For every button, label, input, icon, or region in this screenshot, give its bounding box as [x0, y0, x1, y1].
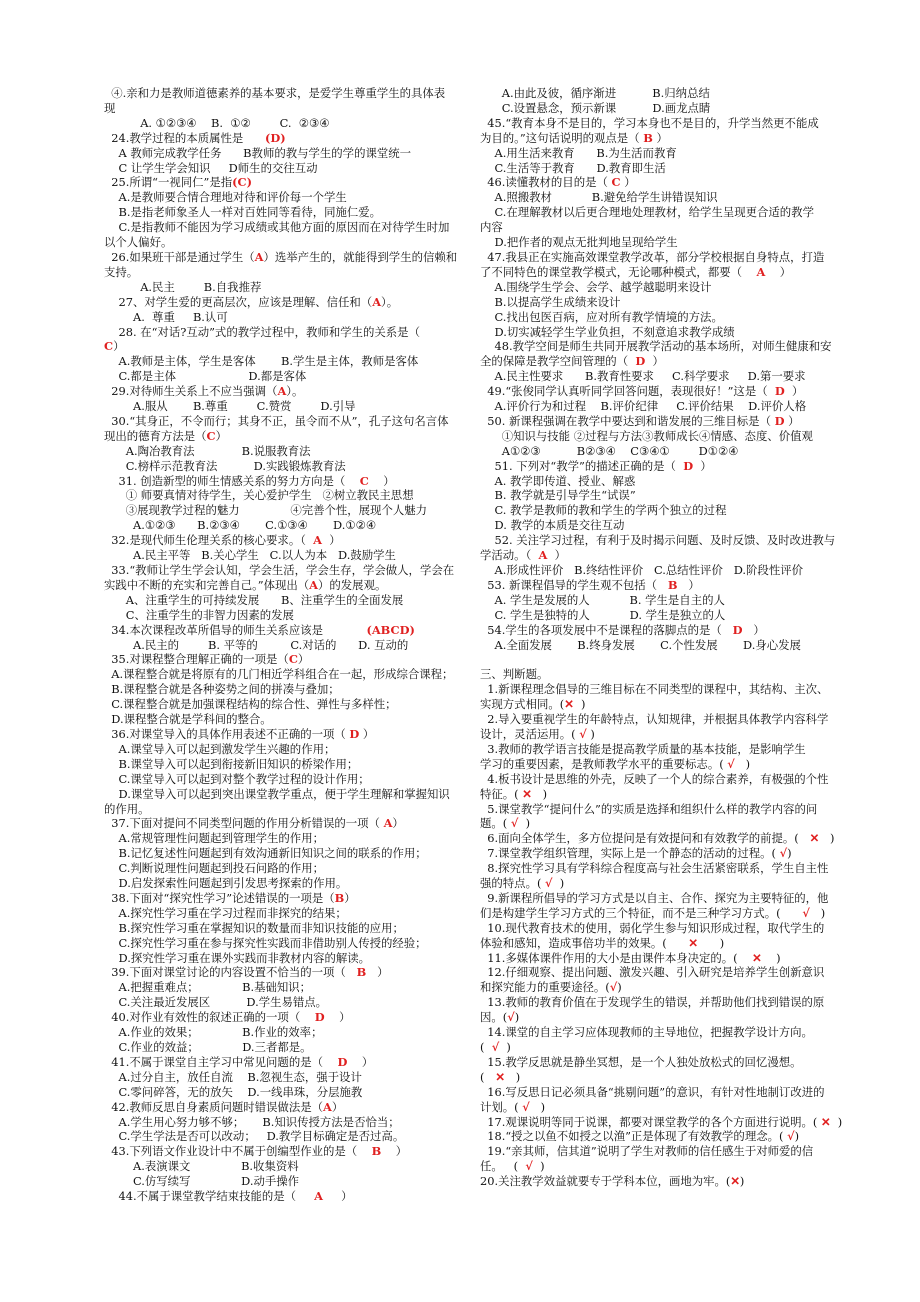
text-line: 36.对课堂导入的具体作用表述不正确的一项（ D ） [104, 726, 375, 741]
text-line: 支持。 [104, 264, 139, 279]
answer-mark: ✕ [495, 1069, 505, 1084]
text-line: 内容 [480, 220, 503, 235]
text-line: 27、对学生爱的更高层次，应该是理解、信任和（A）。 [104, 294, 399, 309]
text-line: 40.对作业有效性的叙述正确的一项（ D ） [104, 1010, 351, 1025]
text-line: D.切实减轻学生学业负担，不刻意追求教学成绩 [480, 324, 735, 339]
text-line: 18.“授之以鱼不如授之以渔”正是体现了有效教学的理念。( √) [480, 1129, 800, 1144]
answer-mark: B [356, 965, 367, 980]
text-line: A.民主 B.自我推荐 [104, 279, 262, 294]
answer-mark: √ [507, 1010, 515, 1025]
text-line: 28. 在“对话?互动”式的教学过程中，教师和学生的关系是（ [104, 324, 420, 339]
text-line: 32.是现代师生伦理关系的核心要求。（ A ） [104, 533, 341, 548]
text-line: 12.仔细观察、提出问题、激发兴趣、引入研究是培养学生创新意识 [480, 965, 825, 980]
answer-mark: A [756, 264, 766, 279]
text-line: 体验和感知，造成事倍功半的效果。( ✕ ) [480, 935, 725, 950]
text-line: 24.教学过程的本质属性是 (D) [104, 130, 286, 145]
answer-mark: (ABCD) [366, 622, 415, 637]
text-line: 39.下面对课堂讨论的内容设置不恰当的一项（ B ） [104, 965, 389, 980]
text-line: 4.板书设计是思维的外壳，反映了一个人的综合素养，有极强的个性 [480, 771, 829, 786]
text-line: 20.关注教学效益就要专于学科本位，画地为牢。(✕) [480, 1174, 745, 1189]
text-line: A.民主平等 B.关心学生 C.以人为本 D.鼓励学生 [104, 548, 396, 563]
text-line: 41.不属于课堂自主学习中常见问题的是（ D ） [104, 1054, 374, 1069]
text-line: ① 师要真情对待学生，关心爱护学生 ②树立教民主思想 [104, 488, 414, 503]
answer-mark: D [683, 458, 694, 473]
answer-mark: √ [802, 905, 810, 920]
text-line: 48.教学空间是师生共同开展教学活动的基本场所，对师生健康和安 [480, 339, 832, 354]
text-line: B.探究性学习重在掌握知识的数量而非知识技能的应用； [104, 920, 404, 935]
text-line: B.以提高学生成绩来设计 [480, 294, 621, 309]
answer-mark: ✕ [688, 935, 698, 950]
text-line: 33.“教师让学生学会认知，学会生活，学会生存，学会做人，学会在 [104, 563, 455, 577]
text-line: 现出的德育方法是（C） [104, 428, 228, 443]
text-line: 51. 下列对“教学”的描述正确的是（ D ） [480, 458, 712, 473]
text-line: B.课堂导入可以起到衔接新旧知识的桥梁作用； [104, 756, 359, 771]
text-line: 49.“张俊同学认真听同学回答问题，表现很好！”这是（ D ） [480, 384, 804, 399]
answer-mark: A [254, 249, 264, 264]
text-line: C.作业的效益； D.三者都是。 [104, 1040, 312, 1054]
answer-mark: A [309, 577, 318, 592]
text-line: C 让学生学会知识 D师生的交往互动 [104, 160, 318, 175]
text-line: C.设置悬念，预示新课 D.画龙点睛 [480, 100, 711, 115]
text-line: C.零问碎答，无的放矢 D.一线串珠，分层施教 [104, 1084, 363, 1099]
text-line: 44.不属于课堂教学结束技能的是（ A ） [104, 1189, 353, 1204]
answer-mark: √ [510, 816, 519, 831]
text-line: 任。 ( √ ) [480, 1159, 545, 1174]
text-line: A.民主的 B. 平等的 C.对话的 D. 互动的 [104, 637, 409, 652]
text-line: 25.所谓“一视同仁”是指(C) [104, 175, 252, 190]
text-line: A.民主性要求 B.教育性要求 C.科学要求 D.第一要求 [480, 369, 806, 384]
text-line: 17.观课说明等同于说课，都要对课堂教学的各个方面进行说明。( ✕ ) [480, 1114, 843, 1129]
text-line: C） [104, 339, 125, 354]
text-line: 13.教师的教育价值在于发现学生的错误，并帮助他们找到错误的原 [480, 995, 825, 1010]
text-line: B.课程整合就是各种姿势之间的拼凑与叠加； [104, 682, 340, 697]
text-line: A.把握重难点； B.基础知识； [104, 980, 312, 995]
text-line: A.过分自主，放任自流 B.忽视生态，强于设计 [104, 1069, 362, 1084]
answer-mark: C [206, 428, 216, 443]
text-line: C.仿写续写 D.动手操作 [104, 1174, 300, 1189]
text-line: 以个人偏好。 [104, 235, 173, 250]
text-line: C. 教学是教师的教和学生的学两个独立的过程 [480, 503, 727, 518]
answer-mark: D [349, 726, 360, 741]
text-line: C.探究性学习重在参与探究性实践而非借助别人传授的经验； [104, 935, 427, 950]
text-line: 因。(√) [480, 1010, 520, 1025]
text-line: 现 [104, 100, 116, 115]
text-line: A.全面发展 B.终身发展 C.个性发展 D.身心发展 [480, 637, 801, 652]
answer-mark: A [323, 1099, 332, 1114]
text-line: 学活动。（ A ） [480, 548, 566, 563]
text-line: 们是构建学生学习方式的三个特征，而不是三种学习方式。( √ ) [480, 905, 826, 920]
answer-mark: (D) [265, 130, 286, 145]
text-line: 9.新课程所倡导的学习方式是以自主、合作、探究为主要特征的，他 [480, 890, 829, 905]
text-line: ①知识与技能 ②过程与方法③教师成长④情感、态度、价值观 [480, 428, 813, 443]
text-line: ③展现教学过程的魅力 ④完善个性，展现个人魅力 [104, 503, 428, 518]
text-line: B.是指老师象圣人一样对百姓同等看待，同施仁爱。 [104, 205, 382, 220]
text-line: 2.导入要重视学生的年龄特点，认知规律，并根据具体教学内容科学 [480, 712, 829, 727]
text-line: 19.“亲其师，信其道”说明了学生对教师的信任感生于对师爱的信 [480, 1144, 814, 1159]
answer-mark: C [359, 473, 369, 488]
text-line: A 教师完成教学任务 B教师的教与学生的学的课堂统一 [104, 145, 412, 160]
text-line: A. 学生是发展的人 B. 学生是自主的人 [480, 592, 725, 607]
text-line: 35.对课程整合理解正确的一项是（C） [104, 652, 310, 667]
text-line: 47.我县正在实施高效课堂教学改革，部分学校根据自身特点，打造 [480, 249, 825, 264]
text-line: 学习的重要因素，是教师教学水平的重要标志。( √ ) [480, 756, 751, 771]
answer-mark: ✕ [564, 697, 574, 712]
answer-mark: ✕ [752, 950, 762, 965]
answer-mark: C [611, 175, 621, 190]
text-line: D. 教学的本质是交往互动 [480, 518, 625, 533]
text-line: 43.下列语文作业设计中不属于创编型作业的是（ B ） [104, 1144, 408, 1159]
text-line: 26.如果班干部是通过学生（A）选举产生的，就能得到学生的信赖和 [104, 249, 458, 264]
answer-mark: A [314, 1189, 324, 1204]
text-line: 和探究能力的重要途径。(√) [480, 980, 622, 995]
answer-mark: (C) [232, 175, 252, 190]
answer-mark: D [635, 354, 646, 369]
text-line: A.形成性评价 B.终结性评价 C.总结性评价 D.阶段性评价 [480, 563, 803, 577]
text-line: B.记忆复述性问题起到有效沟通新旧知识之间的联系的作用； [104, 846, 427, 861]
answer-mark: ✕ [820, 1114, 831, 1129]
answer-mark: √ [579, 726, 587, 741]
answer-mark: B [643, 130, 653, 145]
text-line: 1.新课程理念倡导的三维目标在不同类型的课程中，其结构、主次、 [480, 682, 829, 697]
text-line: 强的特点。( √ ) [480, 876, 565, 891]
text-line: 全的保障是教学空间管理的（ D ） [480, 354, 664, 369]
text-line: 34.本次课程改革所倡导的师生关系应该是 (ABCD) [104, 622, 415, 637]
text-line: A. 教学即传道、授业、解惑 [480, 473, 636, 488]
text-line: 53. 新课程倡导的学生观不包括（ B ） [480, 577, 700, 592]
answer-mark: D [774, 413, 785, 428]
text-line: 45.“教育本身不是目的，学习本身也不是目的，升学当然更不能成 [480, 115, 819, 130]
text-line: A.用生活来教育 B.为生活而教育 [480, 145, 677, 160]
text-line: 31. 创造新型的师生情感关系的努力方向是（ C ） [104, 473, 395, 488]
text-line: A.照搬教材 B.避免给学生讲错误知识 [480, 190, 718, 205]
right-column [480, 86, 850, 1189]
answer-mark: B [667, 577, 678, 592]
answer-mark: D [732, 622, 743, 637]
text-line: A.常规管理性问题起到管理学生的作用； [104, 831, 324, 846]
answer-mark: D [337, 1054, 348, 1069]
text-line: 50. 新课程强调在教学中要达到和谐发展的三维目标是（ D ） [480, 413, 800, 428]
text-line: 6.面向全体学生，多方位提问是有效提问和有效教学的前提。( ✕ ) [480, 831, 835, 846]
answer-mark: √ [779, 846, 788, 861]
answer-mark: √ [609, 980, 618, 995]
text-line: A、注重学生的可持续发展 B、注重学生的全面发展 [104, 592, 404, 607]
text-line: 14.课堂的自主学习应体现教师的主导地位，把握教学设计方向。 [480, 1025, 813, 1040]
text-line: A.陶冶教育法 B.说服教育法 [104, 443, 311, 458]
text-line: 30.“其身正，不令而行；其身不正，虽令而不从”，孔子这句名言体 [104, 413, 449, 428]
text-line: 11.多媒体课件作用的大小是由课件本身决定的。( ✕ ) [480, 950, 781, 965]
answer-mark: √ [525, 1159, 533, 1174]
answer-mark: A [383, 816, 393, 831]
text-line: 了不同特色的课堂教学模式，无论哪种模式，都要（ A ） [480, 264, 792, 279]
text-line: C.都是主体 D.都是客体 [104, 369, 307, 384]
text-line: A.学生用心努力够不够； B.知识传授方法是否恰当； [104, 1114, 400, 1129]
text-line: 为目的。”这句话说明的观点是（ B ） [480, 130, 668, 145]
text-line: 54.学生的各项发展中不是课程的落脚点的是（ D ） [480, 622, 765, 637]
text-line: 3.教师的教学语言技能是提高教学质量的基本技能，是影响学生 [480, 741, 806, 756]
text-line: 15.教学反思就是静坐冥想，是一个人独处放松式的回忆漫想。 [480, 1054, 802, 1069]
text-line: 42.教师反思自身素质问题时错误做法是（A） [104, 1099, 344, 1114]
answer-mark: ✕ [809, 831, 820, 846]
text-line: 8.探究性学习具有学科综合程度高与社会生活紧密联系，学生自主性 [480, 861, 829, 876]
text-line: D.课堂导入可以起到突出课堂教学重点，便于学生理解和掌握知识 [104, 786, 450, 801]
text-line: 29.对待师生关系上不应当强调（A）。 [104, 384, 304, 399]
text-line: A.课堂导入可以起到激发学生兴趣的作用； [104, 741, 336, 756]
answer-mark: C [288, 652, 298, 667]
answer-mark: B [371, 1144, 382, 1159]
text-line: A.服从 B.尊重 C.赞赏 D.引导 [104, 399, 356, 414]
answer-mark: A [372, 294, 382, 309]
text-line: D.启发探索性问题起到引发思考探索的作用。 [104, 876, 348, 891]
text-line: 52. 关注学习过程，有利于及时揭示问题、及时反馈、及时改进教与 [480, 533, 836, 548]
text-line: 7.课堂教学组织管理，实际上是一个静态的活动的过程。( √) [480, 846, 792, 861]
answer-mark: D [314, 1010, 325, 1025]
left-column [104, 86, 464, 1204]
text-line: 特征。( ✕ ) [480, 786, 548, 801]
text-line: C.是指教师不能因为学习成绩或其他方面的原因而在对待学生时加 [104, 220, 450, 235]
text-line: C.榜样示范教育法 D.实践锻炼教育法 [104, 458, 346, 473]
text-line: A.探究性学习重在学习过程而非探究的结果； [104, 905, 347, 920]
text-line: ( ✕ ) [480, 1069, 521, 1084]
text-line: A.评价行为和过程 B.评价纪律 C.评价结果 D.评价人格 [480, 399, 807, 414]
text-line: B. 教学就是引导学生“试误” [480, 488, 636, 503]
text-line: A.由此及彼，循序渐进 B.归纳总结 [480, 86, 710, 100]
text-line: ( √ ) [480, 1040, 511, 1054]
text-line: 38.下面对“探究性学习”论述错误的一项是（B） [104, 890, 356, 905]
text-line: 计划。( √ ) [480, 1099, 546, 1114]
text-line: C.判断说理性问题起到投石问路的作用； [104, 861, 325, 876]
answer-mark: √ [545, 876, 553, 891]
answer-mark: ✕ [730, 1174, 740, 1189]
text-line: D.探究性学习重在课外实践而非教材内容的解读。 [104, 950, 371, 965]
text-line: C.关注最近发展区 D.学生易错点。 [104, 995, 328, 1010]
text-line: D.课程整合就是学科间的整合。 [104, 712, 272, 727]
text-line: 46.读懂教材的目的是（ C ） [480, 175, 636, 190]
answer-mark: B [334, 890, 345, 905]
answer-mark: ✕ [522, 786, 532, 801]
text-line [480, 652, 850, 667]
text-line: C.生活等于教育 D.教育即生活 [480, 160, 666, 175]
text-line: A. ①②③④ B. ①② C. ②③④ [104, 115, 330, 130]
text-line: A.表演课文 B.收集资料 [104, 1159, 299, 1174]
text-line: 题。( √ ) [480, 816, 531, 831]
text-line: 实现方式相同。(✕ ) [480, 697, 586, 712]
text-line: C.在理解教材以后更合理地处理教材，给学生呈现更合适的教学 [480, 205, 814, 220]
text-line: 16.写反思日记必须具备“挑剔问题”的意识，有针对性地制订改进的 [480, 1084, 825, 1099]
text-line: ④.亲和力是教师道德素养的基本要求，是爱学生尊重学生的具体表 [104, 86, 446, 100]
text-line: 实践中不断的充实和完善自己。”体现出（A）的发展观。 [104, 577, 387, 592]
text-line: A.围绕学生学会、会学、越学越聪明来设计 [480, 279, 712, 294]
text-line: A①②③ B②③④ C③④① D①②④ [480, 443, 739, 458]
text-line: A. 尊重 B.认可 [104, 309, 228, 324]
text-line: C、注重学生的非智力因素的发展 [104, 607, 294, 622]
text-line: 37.下面对提问不同类型问题的作用分析错误的一项（ A） [104, 816, 404, 831]
text-line: 三、判断题。 [480, 667, 549, 682]
text-line: C.课堂导入可以起到对整个教学过程的设计作用； [104, 771, 370, 786]
text-line: A.是教师要合情合理地对待和评价每一个学生 [104, 190, 347, 205]
text-line: A.①②③ B.②③④ C.①③④ D.①②④ [104, 518, 377, 533]
answer-mark: A [277, 384, 287, 399]
text-line: A.课程整合就是将原有的几门相近学科组合在一起，形成综合课程； [104, 667, 454, 682]
answer-mark: √ [787, 1129, 795, 1144]
answer-mark: √ [491, 1040, 500, 1054]
text-line: A.教师是主体，学生是客体 B.学生是主体，教师是客体 [104, 354, 419, 369]
answer-mark: A [538, 548, 548, 563]
answer-mark: A [313, 533, 322, 548]
answer-mark: √ [727, 756, 735, 771]
answer-mark: C [104, 339, 114, 354]
text-line: C.找出包医百病，应对所有教学情境的方法。 [480, 309, 723, 324]
text-line: 的作用。 [104, 801, 150, 816]
text-line: C.课程整合就是加强课程结构的综合性、弹性与多样性； [104, 697, 397, 712]
text-line: D.把作者的观点无批判地呈现给学生 [480, 235, 678, 250]
text-line: 5.课堂教学“提问什么”的实质是选择和组织什么样的教学内容的问 [480, 801, 818, 816]
answer-mark: √ [522, 1099, 530, 1114]
text-line: A.作业的效果； B.作业的效率； [104, 1025, 323, 1040]
text-line: 设计，灵活运用。( √ ) [480, 726, 595, 741]
text-line: C. 学生是独特的人 D. 学生是独立的人 [480, 607, 726, 622]
text-line: C.学生学法是否可以改动； D.教学目标确定是否过高。 [104, 1129, 405, 1144]
answer-mark: D [774, 384, 785, 399]
text-line: 10.现代教育技术的使用，弱化学生参与知识形成过程，取代学生的 [480, 920, 825, 935]
